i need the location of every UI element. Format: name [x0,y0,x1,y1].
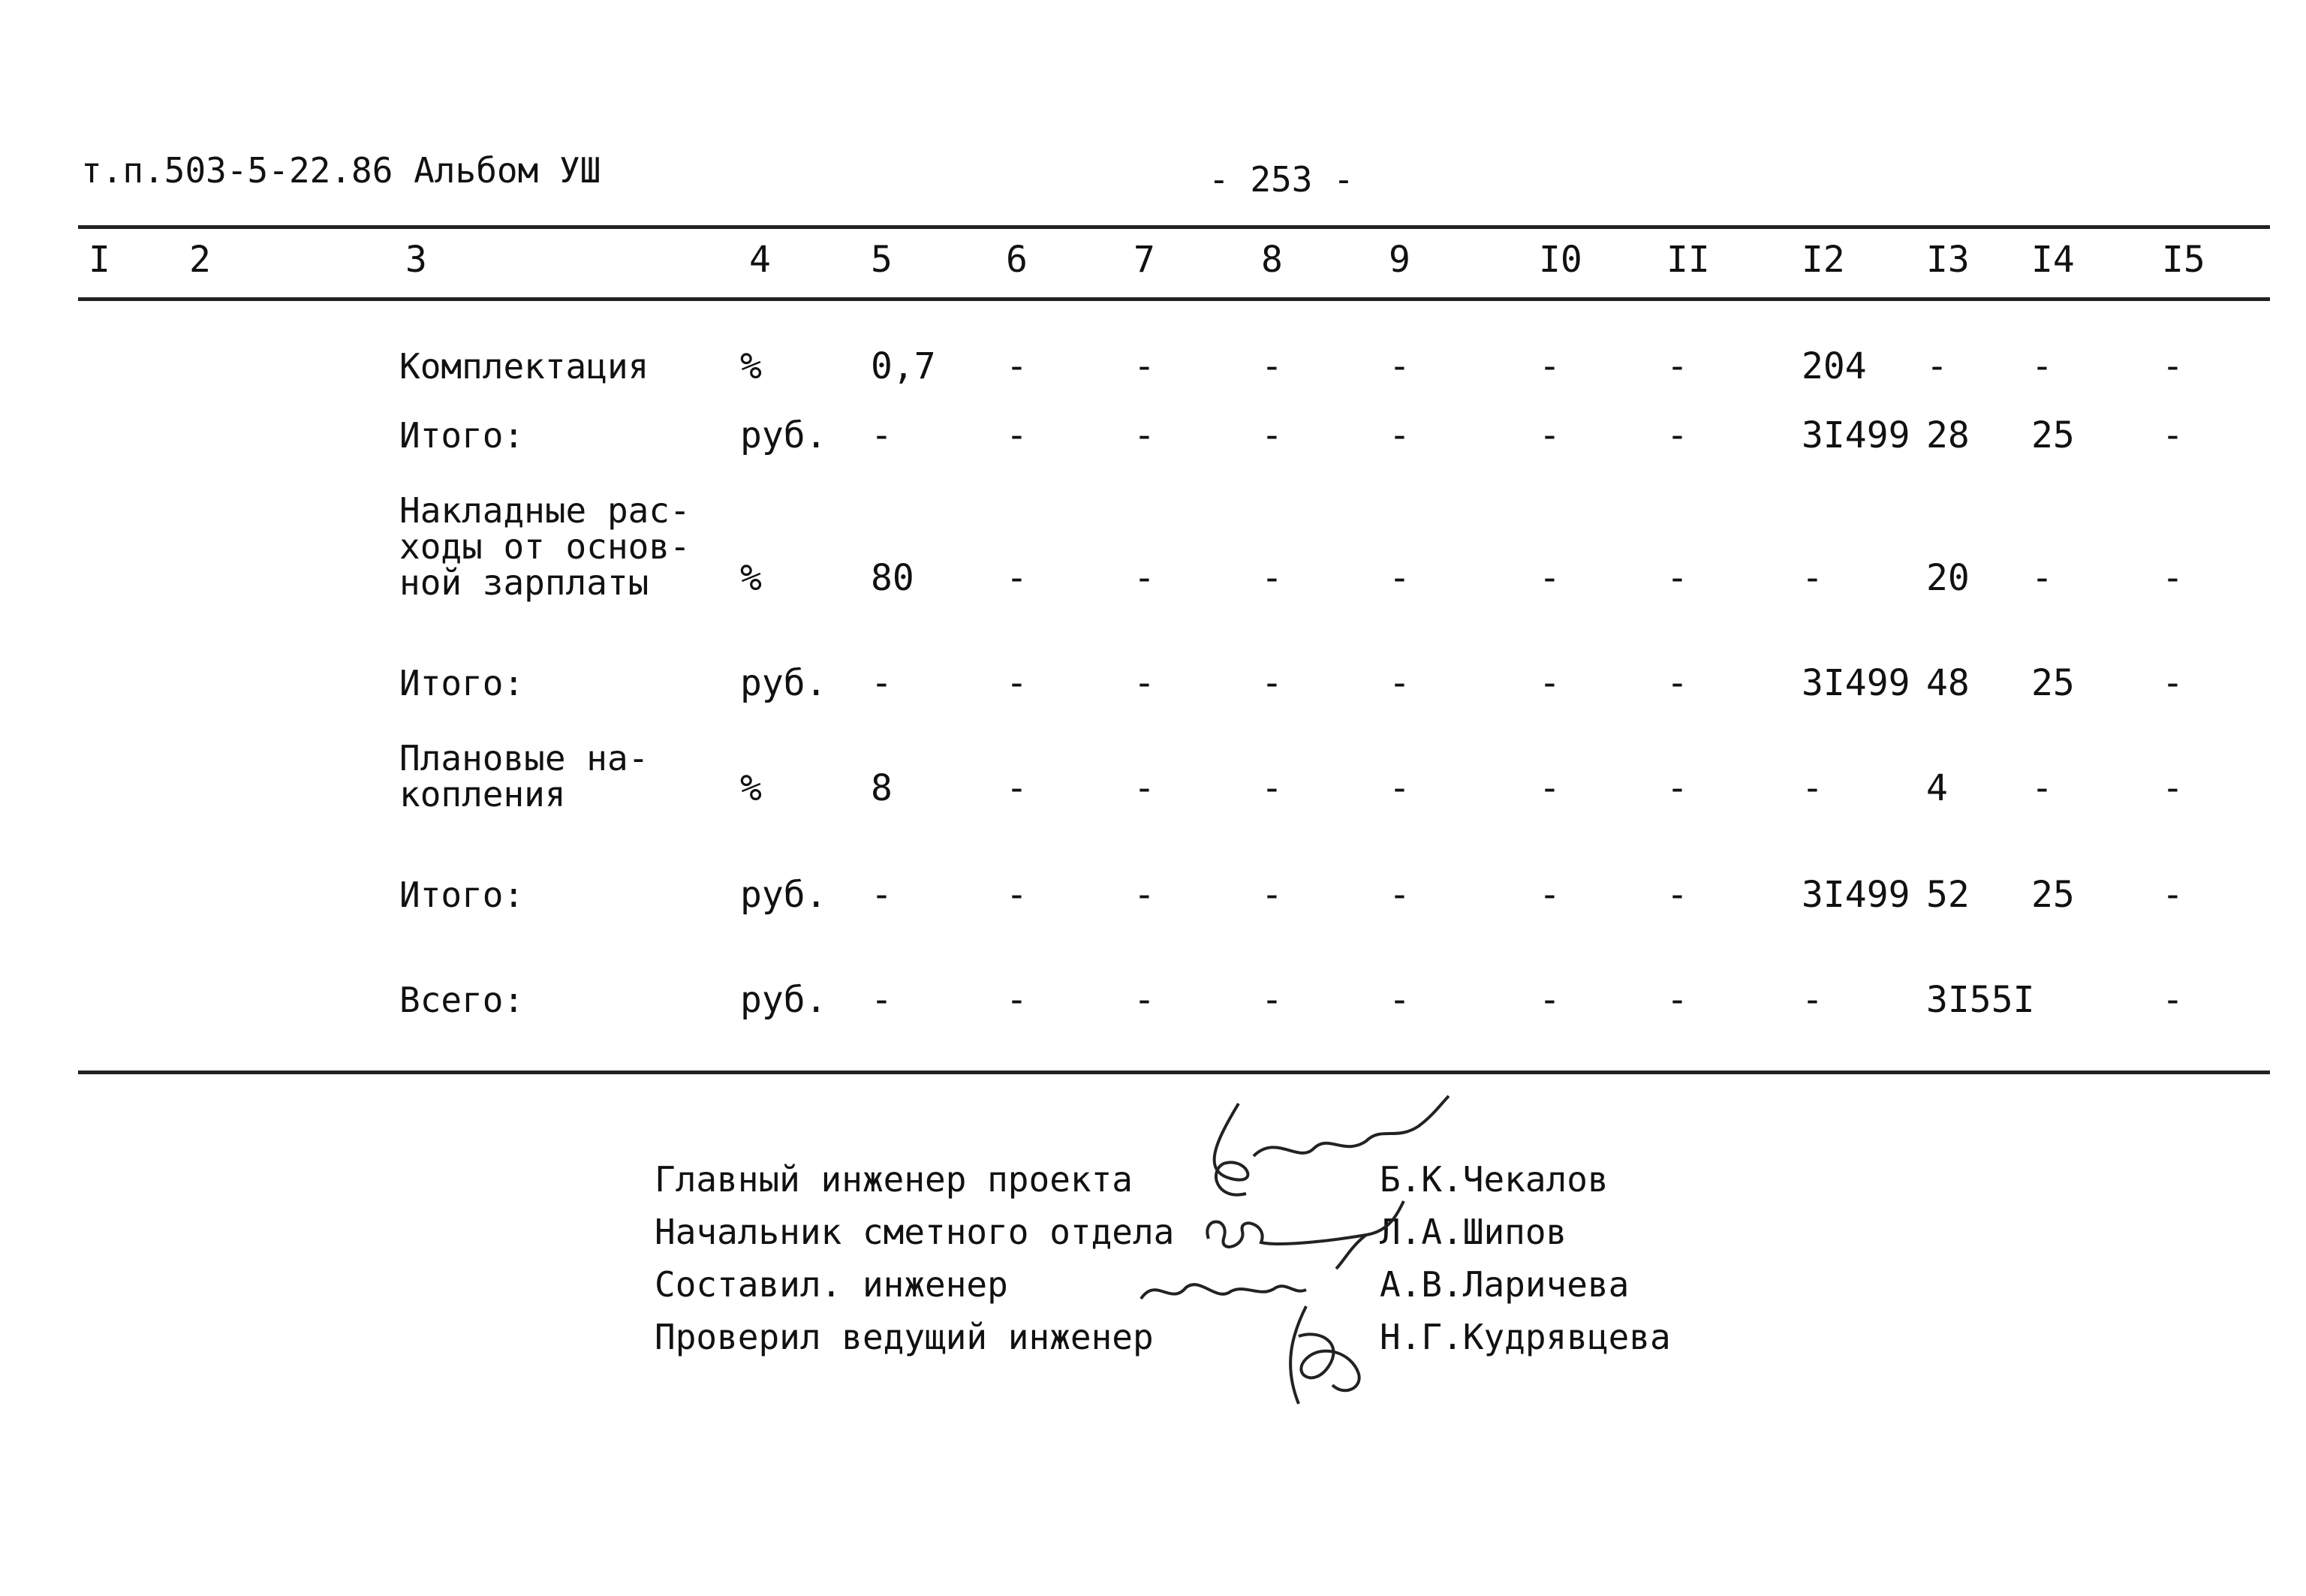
column-number: 3 [405,239,427,281]
column-number: I4 [2031,239,2075,281]
signatory-name: Л.А.Шипов [1380,1212,1567,1252]
value-cell-col-5: 8 [871,767,893,809]
value-cell-col-5: - [871,662,893,704]
value-cell-col-15: - [2162,414,2184,456]
value-cell-col-5: 80 [871,557,914,599]
column-number: 7 [1133,239,1155,281]
value-cell-col-10: - [1539,345,1561,387]
value-cell-col-11: - [1666,979,1688,1021]
value-cell-col-10: - [1539,662,1561,704]
value-cell-col-9: - [1389,414,1410,456]
value-cell-col-9: - [1389,874,1410,916]
value-cell-col-7: - [1133,767,1155,809]
row-label: Итого: [399,415,525,456]
value-cell-col-8: - [1261,345,1283,387]
column-number: 2 [189,239,211,281]
value-cell-col-14: - [2031,345,2053,387]
signatory-name: Н.Г.Кудрявцева [1380,1317,1671,1357]
value-cell-col-7: - [1133,979,1155,1021]
column-number: I0 [1539,239,1582,281]
page-number: - 253 - [1209,159,1354,200]
value-cell-col-9: - [1389,767,1410,809]
value-cell-col-11: - [1666,662,1688,704]
value-cell-col-15: - [2162,662,2184,704]
value-cell-col-13: 52 [1926,874,1970,916]
unit-cell: % [740,557,762,599]
value-cell-col-13: 4 [1926,767,1948,809]
value-cell-col-14: - [2031,557,2053,599]
unit-cell: руб. [740,662,827,704]
signatory-role: Составил. инженер [655,1264,1008,1305]
value-cell-col-15: - [2162,767,2184,809]
column-number: I3 [1926,239,1970,281]
value-cell-col-8: - [1261,662,1283,704]
row-label: Всего: [399,980,525,1020]
unit-cell: % [740,345,762,387]
signatory-role: Проверил ведущий инженер [655,1317,1154,1357]
value-cell-col-11: - [1666,414,1688,456]
value-cell-col-13: 20 [1926,557,1970,599]
value-cell-col-6: - [1006,979,1028,1021]
row-label: Накладные рас- ходы от основ- ной зарплаты [399,490,691,603]
value-cell-col-8: - [1261,979,1283,1021]
value-cell-col-13: - [1926,345,1948,387]
value-cell-col-12: 3I499 [1802,414,1910,456]
value-cell-col-12: - [1802,979,1823,1021]
value-cell-col-5: 0,7 [871,345,936,387]
value-cell-col-12: - [1802,767,1823,809]
value-cell-col-9: - [1389,345,1410,387]
value-cell-col-7: - [1133,557,1155,599]
table-bottom-rule [78,1071,2270,1074]
value-cell-col-15: - [2162,874,2184,916]
value-cell-col-8: - [1261,767,1283,809]
column-number: 4 [749,239,771,281]
value-cell-col-11: - [1666,874,1688,916]
value-cell-col-12: 204 [1802,345,1867,387]
value-cell-col-9: - [1389,662,1410,704]
value-cell-col-5: - [871,979,893,1021]
value-cell-col-13: 48 [1926,662,1970,704]
value-cell-col-14: - [2031,767,2053,809]
value-cell-col-12: 3I499 [1802,662,1910,704]
column-number: II [1666,239,1710,281]
value-cell-col-10: - [1539,767,1561,809]
value-cell-col-11: - [1666,557,1688,599]
value-cell-col-7: - [1133,662,1155,704]
unit-cell: руб. [740,874,827,916]
value-cell-col-7: - [1133,874,1155,916]
value-cell-col-6: - [1006,557,1028,599]
value-cell-col-15: - [2162,557,2184,599]
value-cell-col-11: - [1666,345,1688,387]
value-cell-col-15: - [2162,979,2184,1021]
value-cell-col-14: 25 [2031,414,2075,456]
value-cell-col-10: - [1539,557,1561,599]
signatory-name: А.В.Ларичева [1380,1264,1630,1305]
value-cell-col-5: - [871,414,893,456]
value-cell-col-8: - [1261,414,1283,456]
value-cell-col-7: - [1133,414,1155,456]
header-top-rule [78,225,2270,229]
column-number: I5 [2162,239,2205,281]
unit-cell: % [740,767,762,809]
unit-cell: руб. [740,414,827,456]
row-label: Плановые на- копления [399,738,649,815]
row-label: Итого: [399,875,525,915]
column-number: 8 [1261,239,1283,281]
column-number: 5 [871,239,893,281]
value-cell-col-9: - [1389,557,1410,599]
value-cell-col-8: - [1261,557,1283,599]
value-cell-col-12: 3I499 [1802,874,1910,916]
value-cell-col-15: - [2162,345,2184,387]
value-cell-col-10: - [1539,979,1561,1021]
signatory-role: Начальник сметного отдела [655,1212,1175,1252]
value-cell-col-6: - [1006,874,1028,916]
value-cell-col-12: - [1802,557,1823,599]
signatory-name: Б.К.Чекалов [1380,1159,1609,1200]
handwritten-signature-2 [1194,1186,1419,1269]
row-label: Комплектация [399,346,649,387]
row-label: Итого: [399,663,525,703]
value-cell-col-10: - [1539,414,1561,456]
column-number: I [89,239,110,281]
handwritten-signature-4 [1261,1291,1381,1411]
value-cell-col-7: - [1133,345,1155,387]
value-cell-col-6: - [1006,662,1028,704]
document-reference: т.п.503-5-22.86 Альбом УШ [81,150,601,191]
value-cell-col-6: - [1006,345,1028,387]
value-cell-col-10: - [1539,874,1561,916]
value-cell-col-8: - [1261,874,1283,916]
header-bottom-rule [78,297,2270,301]
value-cell-col-11: - [1666,767,1688,809]
column-number: 6 [1006,239,1028,281]
value-cell-col-9: - [1389,979,1410,1021]
value-cell-col-6: - [1006,767,1028,809]
signatory-role: Главный инженер проекта [655,1159,1133,1200]
value-cell-col-13: 28 [1926,414,1970,456]
value-cell-col-14: 25 [2031,874,2075,916]
column-number: I2 [1802,239,1845,281]
value-cell-col-13: 3I55I [1926,979,2035,1021]
value-cell-col-6: - [1006,414,1028,456]
value-cell-col-14: 25 [2031,662,2075,704]
unit-cell: руб. [740,979,827,1021]
value-cell-col-5: - [871,874,893,916]
column-number: 9 [1389,239,1410,281]
